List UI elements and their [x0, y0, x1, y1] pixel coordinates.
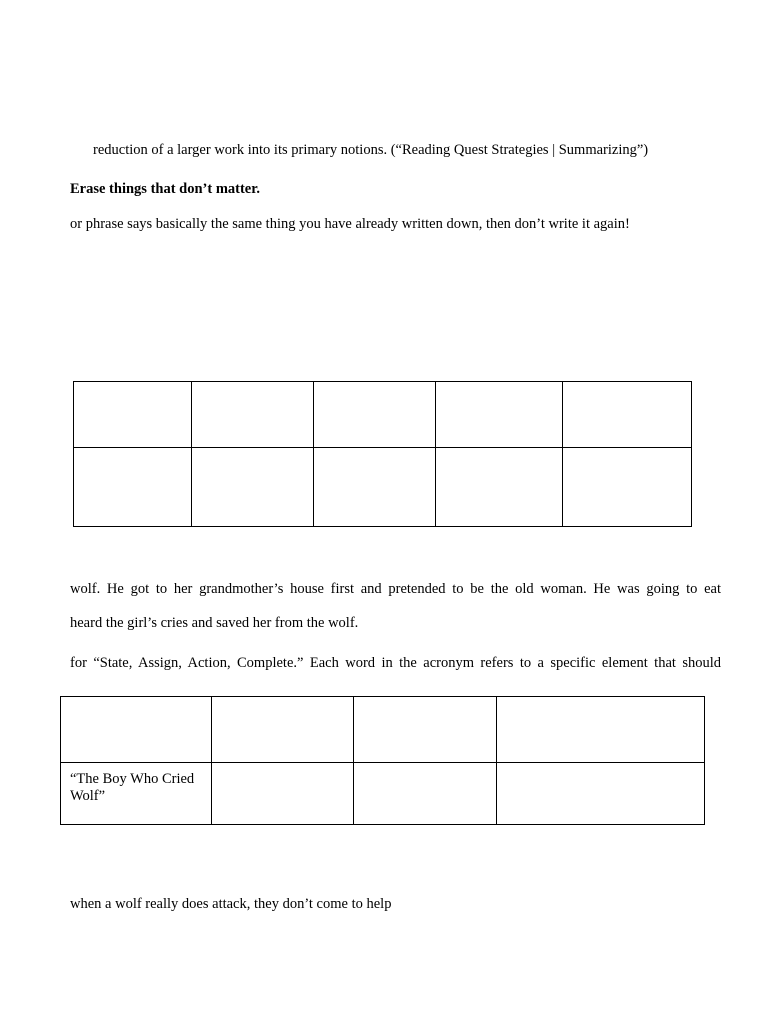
heading-erase-things: Erase things that don’t matter. [70, 181, 260, 197]
table-cell [192, 448, 314, 527]
paragraph-fragment-repeat-rule: or phrase says basically the same thing you have already written down, then don’t write it again! [70, 216, 630, 232]
table-cell [192, 382, 314, 448]
paragraph-fragment-summary-definition: reduction of a larger work into its primary notions. (“Reading Quest Strategies | Summarizing”) [93, 142, 649, 158]
paragraph-fragment-saac-acronym: for “State, Assign, Action, Complete.” Each word in the acronym refers to a specific element that should [70, 655, 721, 671]
paragraph-fragment-saved-girl: heard the girl’s cries and saved her from the wolf. [70, 615, 359, 631]
table-cell [354, 763, 497, 825]
table-cell [61, 697, 212, 763]
table-row [74, 382, 692, 448]
table-cell [212, 697, 354, 763]
table-cell [354, 697, 497, 763]
table-cell [436, 382, 563, 448]
table-cell [436, 448, 563, 527]
paragraph-fragment-wolf-attack: when a wolf really does attack, they don’t come to help [70, 896, 392, 912]
story-title-text: “The Boy Who Cried Wolf” [70, 771, 195, 804]
paragraph-fragment-wolf-story: wolf. He got to her grandmother’s house first and pretended to be the old woman. He was going to eat [70, 581, 721, 597]
table-cell [497, 763, 705, 825]
table-cell [563, 382, 692, 448]
table-cell [74, 382, 192, 448]
table-cell [212, 763, 354, 825]
table-cell [74, 448, 192, 527]
table-row [74, 448, 692, 527]
story-table-four-columns [60, 696, 705, 825]
table-cell [497, 697, 705, 763]
empty-table-five-columns [73, 381, 692, 527]
table-row [61, 697, 705, 763]
table-cell [314, 448, 436, 527]
table-cell [314, 382, 436, 448]
table-cell-story-title [61, 763, 212, 825]
table-cell [563, 448, 692, 527]
table-row [61, 763, 705, 825]
